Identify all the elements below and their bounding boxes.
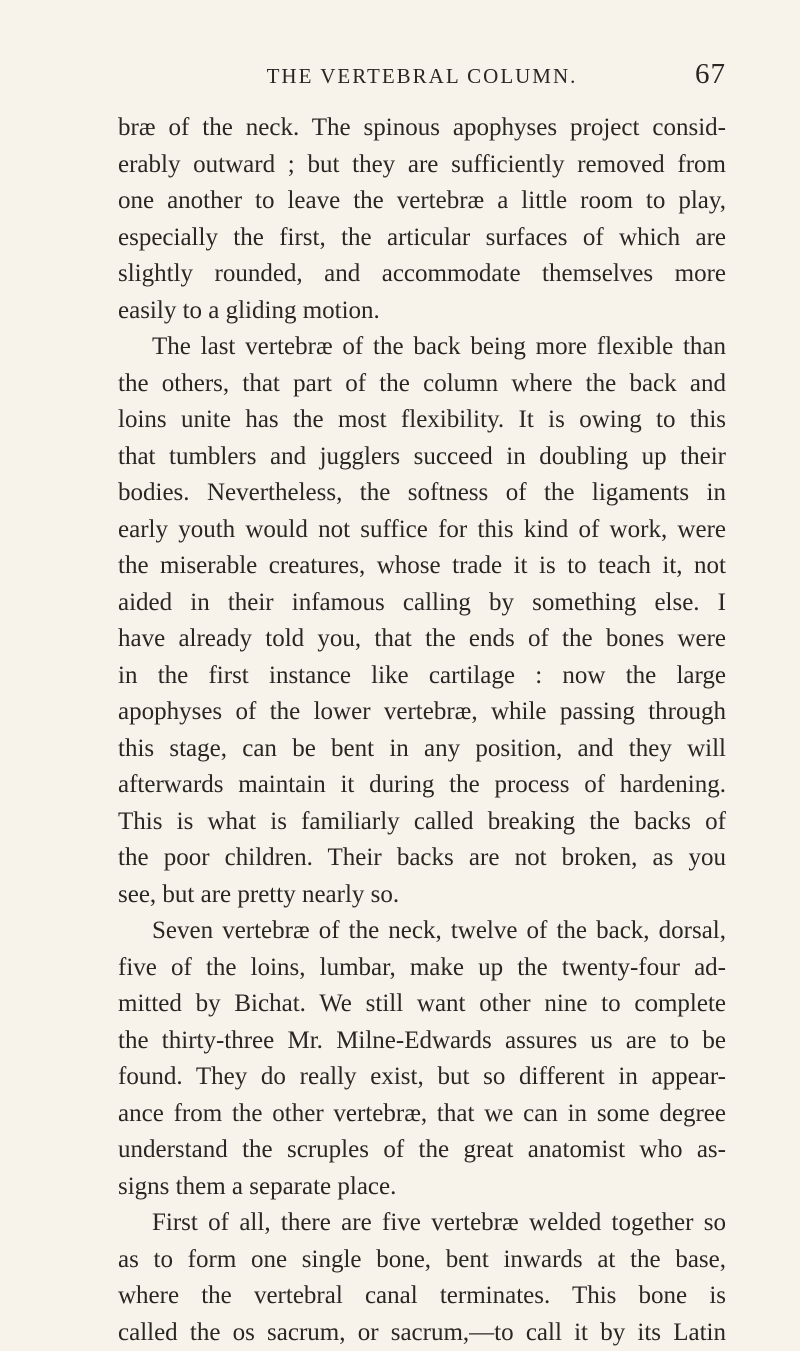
text-line: the thirty-three Mr. Milne-Edwards assures us are to be xyxy=(118,1023,726,1060)
text-line: as to form one single bone, bent inwards at the base, xyxy=(118,1242,726,1279)
text-line: see, but are pretty nearly so. xyxy=(118,877,726,914)
text-line: the miserable creatures, whose trade it is to teach it, not xyxy=(118,548,726,585)
text-line: This is what is familiarly called breaking the backs of xyxy=(118,804,726,841)
text-line: that tumblers and jugglers succeed in doubling up their xyxy=(118,439,726,476)
text-line: especially the first, the articular surfaces of which are xyxy=(118,220,726,257)
text-line: understand the scruples of the great anatomist who as- xyxy=(118,1132,726,1169)
text-line: loins unite has the most flexibility. It is owing to this xyxy=(118,402,726,439)
page-number: 67 xyxy=(695,58,726,91)
text-line: afterwards maintain it during the process of hardening. xyxy=(118,767,726,804)
running-title: THE VERTEBRAL COLUMN. xyxy=(118,64,726,89)
text-line: found. They do really exist, but so different in appear- xyxy=(118,1059,726,1096)
text-line: the others, that part of the column where the back and xyxy=(118,366,726,403)
text-line: have already told you, that the ends of the bones were xyxy=(118,621,726,658)
text-line: The last vertebræ of the back being more flexible than xyxy=(118,329,726,366)
text-line: mitted by Bichat. We still want other nine to complete xyxy=(118,986,726,1023)
text-line: erably outward ; but they are sufficiently removed from xyxy=(118,147,726,184)
text-line: First of all, there are five vertebræ welded together so xyxy=(118,1205,726,1242)
text-line: bræ of the neck. The spinous apophyses project consid- xyxy=(118,110,726,147)
text-line: one another to leave the vertebræ a little room to play, xyxy=(118,183,726,220)
text-line: slightly rounded, and accommodate themselves more xyxy=(118,256,726,293)
text-line: called the os sacrum, or sacrum,—to call it by its Latin xyxy=(118,1315,726,1351)
body-text xyxy=(118,110,726,1351)
text-line: this stage, can be bent in any position, and they will xyxy=(118,731,726,768)
text-line: early youth would not suffice for this kind of work, were xyxy=(118,512,726,549)
running-head xyxy=(118,58,726,98)
text-line: signs them a separate place. xyxy=(118,1169,726,1206)
text-line: bodies. Nevertheless, the softness of the ligaments in xyxy=(118,475,726,512)
text-line: the poor children. Their backs are not broken, as you xyxy=(118,840,726,877)
text-line: five of the loins, lumbar, make up the twenty-four ad- xyxy=(118,950,726,987)
text-line: Seven vertebræ of the neck, twelve of the back, dorsal, xyxy=(118,913,726,950)
text-line: in the first instance like cartilage : now the large xyxy=(118,658,726,695)
text-line: where the vertebral canal terminates. This bone is xyxy=(118,1278,726,1315)
text-line: easily to a gliding motion. xyxy=(118,293,726,330)
text-line: aided in their infamous calling by something else. I xyxy=(118,585,726,622)
text-line: apophyses of the lower vertebræ, while passing through xyxy=(118,694,726,731)
text-line: ance from the other vertebræ, that we can in some degree xyxy=(118,1096,726,1133)
